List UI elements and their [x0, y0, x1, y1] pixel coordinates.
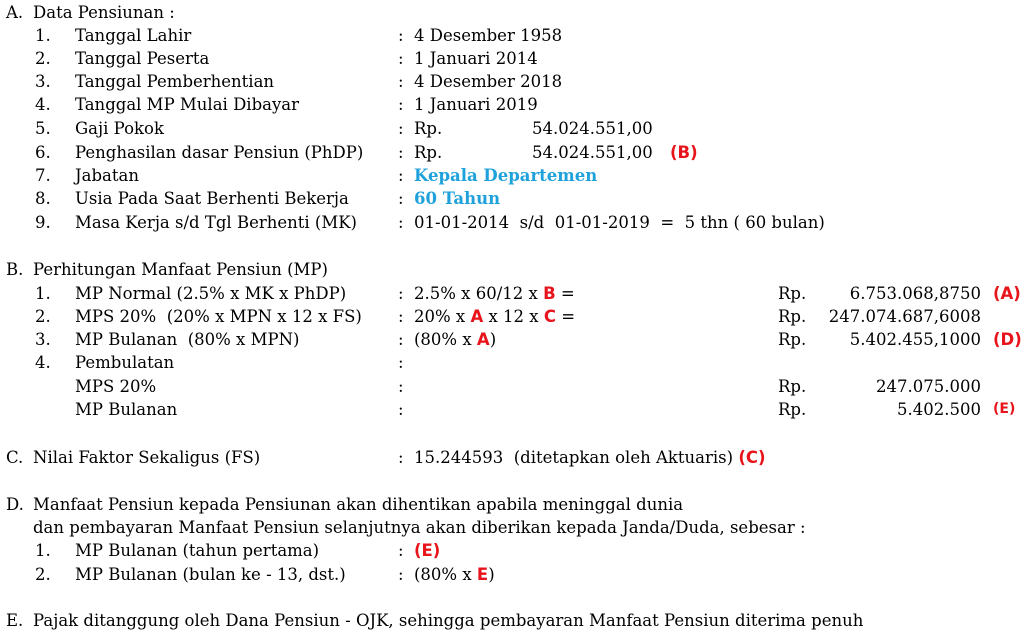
item-value-highlight: Kepala Departemen — [414, 166, 598, 185]
currency-label: Rp. — [778, 400, 807, 419]
list-item — [0, 141, 1024, 164]
item-amount: 247.075.000 — [876, 377, 981, 396]
colon: : — [398, 166, 404, 185]
item-number: 6. — [35, 143, 51, 162]
currency-label: Rp. — [414, 119, 443, 138]
section-letter: A. — [6, 3, 24, 22]
item-number: 2. — [35, 307, 51, 326]
item-number: 4. — [35, 353, 51, 372]
item-value: 1 Januari 2014 — [414, 49, 538, 68]
colon: : — [398, 49, 404, 68]
item-number: 2. — [35, 49, 51, 68]
item-label: Usia Pada Saat Berhenti Bekerja — [75, 189, 349, 208]
item-label: Pembulatan — [75, 353, 175, 372]
item-label: MP Bulanan (80% x MPN) — [75, 330, 300, 349]
formula: (80% x E) — [414, 565, 495, 584]
item-value: 1 Januari 2019 — [414, 95, 538, 114]
section-e — [0, 609, 1024, 632]
list-item — [0, 398, 1024, 421]
currency-label: Rp. — [414, 143, 443, 162]
section-c — [0, 446, 1024, 469]
item-value: 15.244593 (ditetapkan oleh Aktuaris) (C) — [414, 448, 766, 467]
list-item — [0, 539, 1024, 562]
section-title: Perhitungan Manfaat Pensiun (MP) — [33, 260, 328, 279]
item-label: MPS 20% (20% x MPN x 12 x FS) — [75, 307, 362, 326]
colon: : — [398, 330, 404, 349]
colon: : — [398, 26, 404, 45]
currency-label: Rp. — [778, 307, 807, 326]
section-text: dan pembayaran Manfaat Pensiun selanjutnya akan diberikan kepada Janda/Duda, sebesar : — [33, 518, 806, 537]
colon: : — [398, 353, 404, 372]
list-item — [0, 328, 1024, 351]
item-amount: 54.024.551,00 — [532, 143, 653, 162]
section-text: Manfaat Pensiun kepada Pensiunan akan dihentikan apabila meninggal dunia — [33, 495, 684, 514]
colon: : — [398, 72, 404, 91]
item-label: Jabatan — [75, 166, 139, 185]
list-item — [0, 375, 1024, 398]
section-d-text — [0, 516, 1024, 539]
colon: : — [398, 284, 404, 303]
currency-label: Rp. — [778, 330, 807, 349]
item-label: Gaji Pokok — [75, 119, 164, 138]
colon: : — [398, 143, 404, 162]
item-value: 4 Desember 1958 — [414, 26, 563, 45]
item-label: MP Bulanan — [75, 400, 178, 419]
item-number: 9. — [35, 213, 51, 232]
item-number: 2. — [35, 565, 51, 584]
item-label: Tanggal MP Mulai Dibayar — [75, 95, 300, 114]
section-title: Data Pensiunan : — [33, 3, 175, 22]
reference-tag: (B) — [670, 143, 698, 162]
item-label: MP Bulanan (bulan ke - 13, dst.) — [75, 565, 346, 584]
item-value-highlight: 60 Tahun — [414, 189, 501, 208]
list-item — [0, 187, 1024, 210]
colon: : — [398, 400, 404, 419]
item-number: 4. — [35, 95, 51, 114]
colon: : — [398, 565, 404, 584]
list-item — [0, 164, 1024, 187]
list-item — [0, 93, 1024, 116]
section-text: Pajak ditanggung oleh Dana Pensiun - OJK, sehingga pembayaran Manfaat Pensiun diterima penuh — [33, 611, 864, 630]
section-letter: E. — [6, 611, 24, 630]
item-label: MP Normal (2.5% x MK x PhDP) — [75, 284, 347, 303]
list-item — [0, 351, 1024, 374]
section-letter: D. — [6, 495, 24, 514]
item-label: MP Bulanan (tahun pertama) — [75, 541, 320, 560]
currency-label: Rp. — [778, 284, 807, 303]
list-item — [0, 70, 1024, 93]
reference-tag: (E) — [414, 541, 441, 560]
formula: 20% x A x 12 x C = — [414, 307, 576, 326]
item-amount: 6.753.068,8750 — [849, 284, 981, 303]
section-d-header — [0, 493, 1024, 516]
colon: : — [398, 119, 404, 138]
section-a-header — [0, 1, 1024, 24]
item-label: Tanggal Peserta — [75, 49, 210, 68]
list-item — [0, 117, 1024, 140]
colon: : — [398, 448, 404, 467]
item-number: 8. — [35, 189, 51, 208]
colon: : — [398, 377, 404, 396]
list-item — [0, 563, 1024, 586]
item-value: 4 Desember 2018 — [414, 72, 563, 91]
item-value: 01-01-2014 s/d 01-01-2019 = 5 thn ( 60 bulan) — [414, 213, 825, 232]
formula: 2.5% x 60/12 x B = — [414, 284, 575, 303]
colon: : — [398, 95, 404, 114]
item-amount: 5.402.500 — [897, 400, 981, 419]
colon: : — [398, 307, 404, 326]
reference-tag: (A) — [993, 284, 1021, 303]
list-item — [0, 24, 1024, 47]
item-label: Tanggal Lahir — [75, 26, 192, 45]
section-b-header — [0, 258, 1024, 281]
item-number: 1. — [35, 284, 51, 303]
colon: : — [398, 213, 404, 232]
item-label: Masa Kerja s/d Tgl Berhenti (MK) — [75, 213, 357, 232]
item-number: 7. — [35, 166, 51, 185]
colon: : — [398, 189, 404, 208]
item-amount: 5.402.455,1000 — [849, 330, 981, 349]
section-title: Nilai Faktor Sekaligus (FS) — [33, 448, 261, 467]
item-number: 1. — [35, 26, 51, 45]
item-number: 5. — [35, 119, 51, 138]
item-number: 3. — [35, 72, 51, 91]
list-item — [0, 211, 1024, 234]
item-label: MPS 20% — [75, 377, 157, 396]
reference-tag: (D) — [993, 330, 1022, 349]
item-number: 3. — [35, 330, 51, 349]
item-amount: 54.024.551,00 — [532, 119, 653, 138]
list-item — [0, 305, 1024, 328]
item-amount: 247.074.687,6008 — [828, 307, 981, 326]
section-letter: C. — [6, 448, 24, 467]
item-label: Tanggal Pemberhentian — [75, 72, 275, 91]
colon: : — [398, 541, 404, 560]
section-letter: B. — [6, 260, 24, 279]
formula: (80% x A) — [414, 330, 497, 349]
currency-label: Rp. — [778, 377, 807, 396]
list-item — [0, 47, 1024, 70]
reference-tag: (E) — [993, 401, 1016, 417]
item-label: Penghasilan dasar Pensiun (PhDP) — [75, 143, 364, 162]
item-number: 1. — [35, 541, 51, 560]
list-item — [0, 282, 1024, 305]
